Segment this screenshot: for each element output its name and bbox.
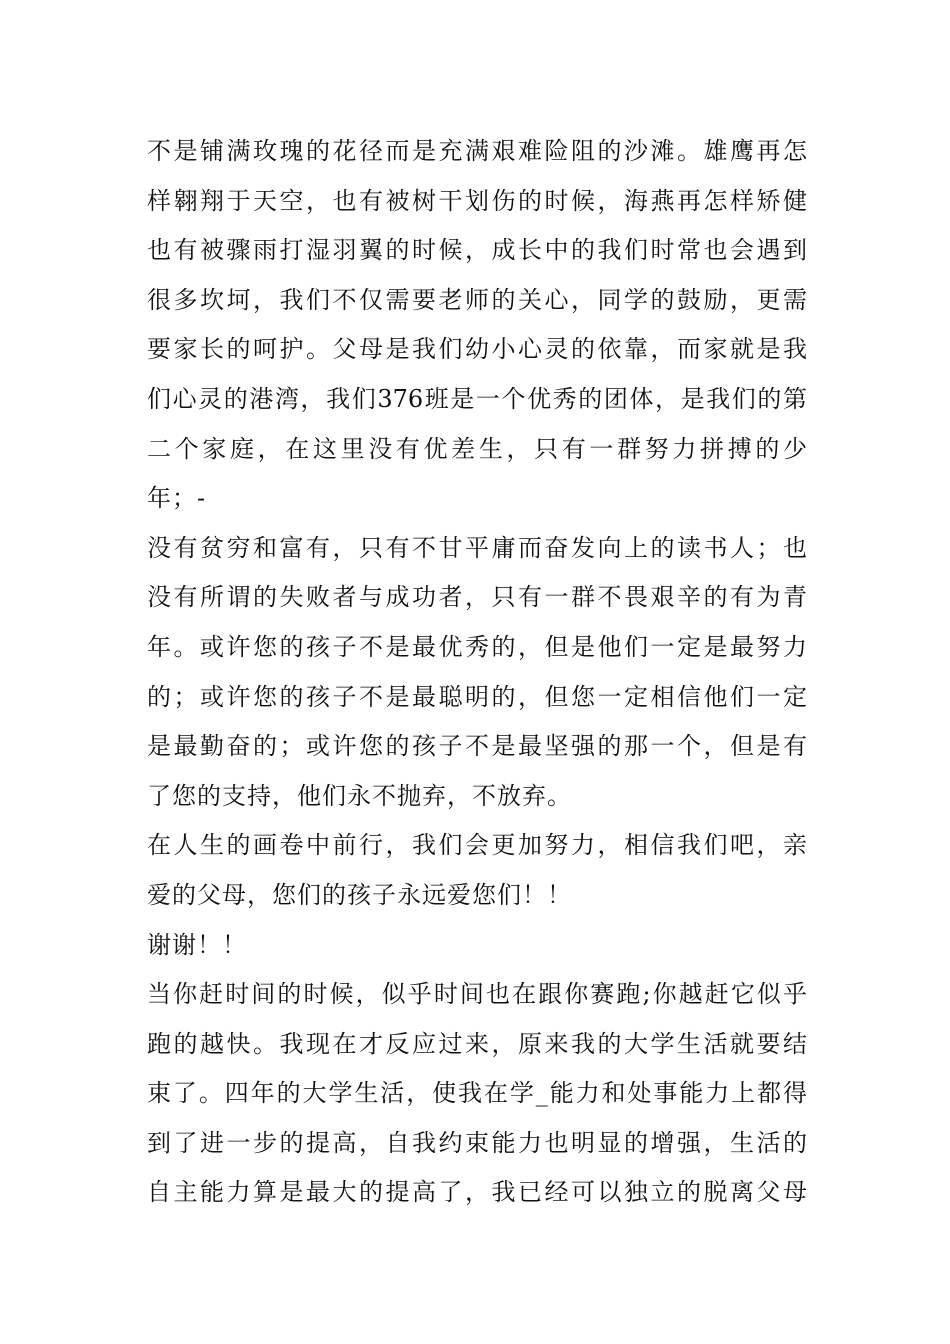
text-line: 当你赶时间的时候，似乎时间也在跟你赛跑;你越赶它似乎 <box>147 980 807 1009</box>
text-line: 谢谢！！ <box>147 930 247 959</box>
text-line: 没有所谓的失败者与成功者，只有一群不畏艰辛的有为青 <box>147 583 807 612</box>
text-line: 束了。四年的大学生活，使我在学_能力和处事能力上都得 <box>147 1079 807 1108</box>
text-line: 是最勤奋的；或许您的孩子不是最坚强的那一个，但是有 <box>147 732 807 761</box>
text-line: 跑的越快。我现在才反应过来，原来我的大学生活就要结 <box>147 1029 807 1058</box>
text-line: 到了进一步的提高，自我约束能力也明显的增强，生活的 <box>147 1128 807 1157</box>
text-line: 很多坎坷，我们不仅需要老师的关心，同学的鼓励，更需 <box>147 285 807 314</box>
text-line: 了您的支持，他们永不抛弃，不放弃。 <box>147 781 572 810</box>
text-line: 要家长的呵护。父母是我们幼小心灵的依靠，而家就是我 <box>147 335 807 364</box>
text-line: 样翱翔于天空，也有被树干划伤的时候，海燕再怎样矫健 <box>147 186 807 215</box>
text-line: 年；- <box>147 484 207 513</box>
text-line: 也有被骤雨打湿羽翼的时候，成长中的我们时常也会遇到 <box>147 236 807 265</box>
text-line: 自主能力算是最大的提高了，我已经可以独立的脱离父母 <box>147 1178 807 1207</box>
text-line: 们心灵的港湾，我们376班是一个优秀的团体，是我们的第 <box>147 384 807 413</box>
text-line: 年。或许您的孩子不是最优秀的，但是他们一定是最努力 <box>147 632 807 661</box>
text-line: 二个家庭，在这里没有优差生，只有一群努力拼搏的少 <box>147 434 807 463</box>
body-text <box>147 127 807 1218</box>
text-line: 在人生的画卷中前行，我们会更加努力，相信我们吧，亲 <box>147 831 807 860</box>
text-line: 爱的父母，您们的孩子永远爱您们！！ <box>147 880 572 909</box>
text-line: 不是铺满玫瑰的花径而是充满艰难险阻的沙滩。雄鹰再怎 <box>147 137 807 165</box>
text-line: 的；或许您的孩子不是最聪明的，但您一定相信他们一定 <box>147 682 807 711</box>
text-line: 没有贫穷和富有，只有不甘平庸而奋发向上的读书人；也 <box>147 533 807 562</box>
